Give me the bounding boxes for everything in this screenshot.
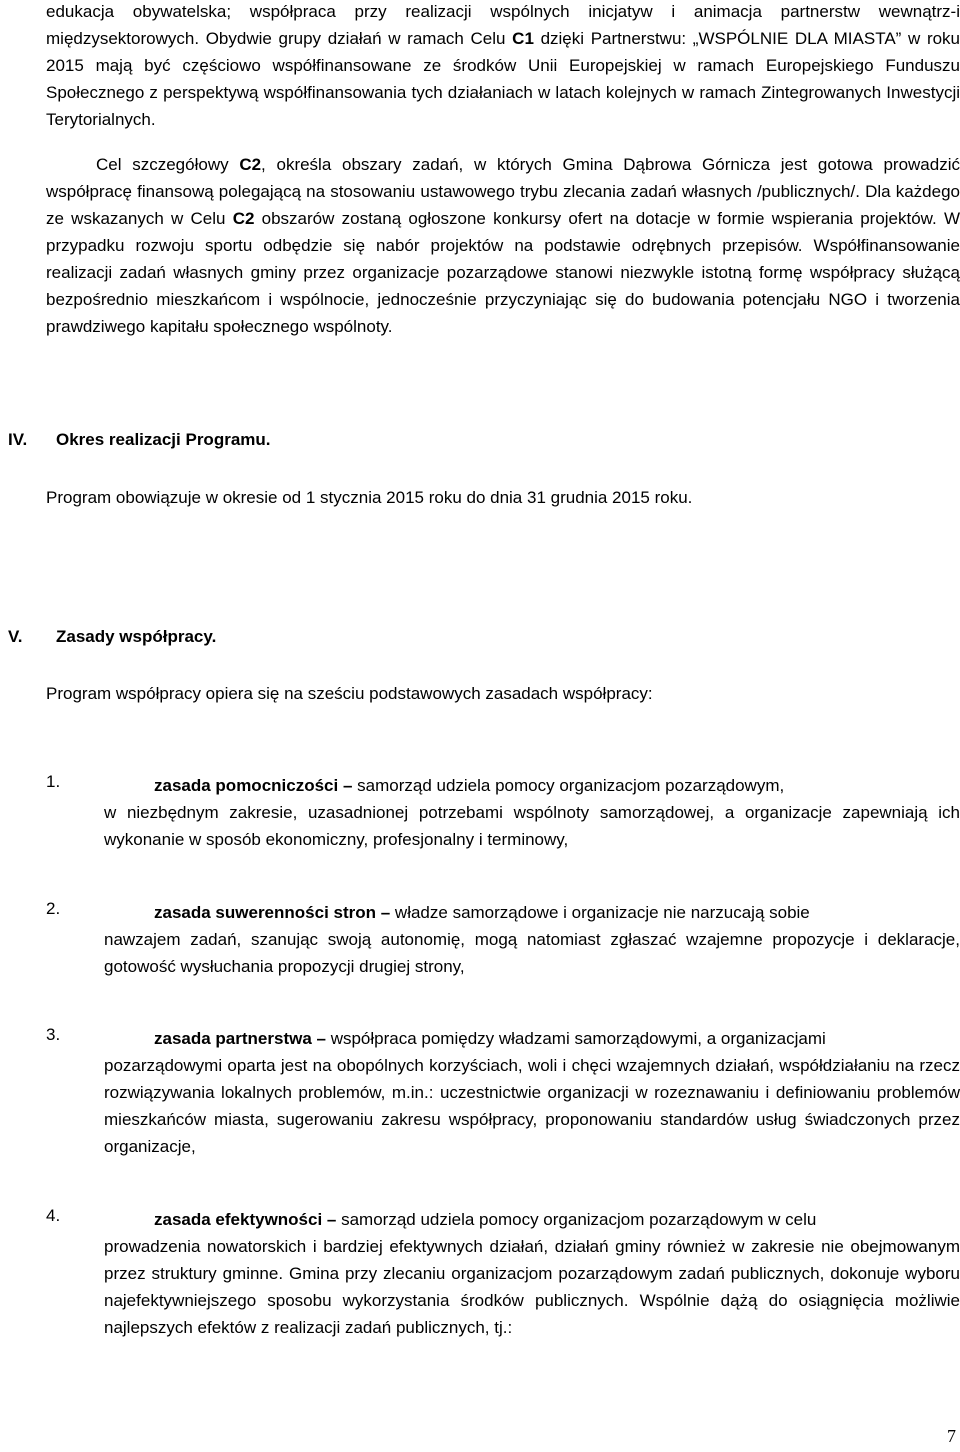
principle-first-text: samorząd udziela pomocy organizacjom pozarządowym w celu [336, 1210, 817, 1229]
principle-body: prowadzenia nowatorskich i bardziej efektywnych działań, działań gminy również w zakresie nie obejmowanym przez struktury gminne. Gmina przy zlecaniu organizacjom pozarządowym zadań publicznych, dokonuje wyboru najefektywniejszego sposobu wykorzystania środków publicznych. Wspólnie dążą do osiągnięcia możliwie najlepszych efektów z realizacji zadań publicznych, tj.: [104, 1237, 960, 1337]
principle-number: 2. [46, 899, 61, 918]
principle-first-line [46, 772, 960, 799]
intro-paragraph [46, 0, 960, 133]
principle-first-line [46, 899, 960, 926]
section-iv-text: Program obowiązuje w okresie od 1 stycznia 2015 roku do dnia 31 grudnia 2015 roku. [46, 488, 693, 507]
principle-name: zasada partnerstwa – [154, 1029, 326, 1048]
page-number: 7 [947, 1426, 956, 1446]
goal-text-2: , określa obszary zadań, w których Gmina Dąbrowa Górnicza jest gotowa prowadzić współpracę finansową polegającą na stosowaniu ustawowego trybu zlecania zadań własnych /publicznych/. Dla każdego ze wskazanych w Celu [46, 155, 960, 228]
intro-text-b: dzięki Partnerstwu: „WSPÓLNIE DLA MIASTA” w roku 2015 mają być częściowo współfinansowane ze środków Unii Europejskiej w ramach Europejskiego Funduszu Społecznego z perspektywą współfinansowania tych działaniach w latach kolejnych w ramach Zintegrowanych Inwestycji Terytorialnych. [46, 29, 960, 129]
goal-c2-a: C2 [239, 155, 262, 174]
principle-first-line [46, 1025, 960, 1052]
goal-text-3: obszarów zostaną ogłoszone konkursy ofert na dotacje w formie wspierania projektów. W przypadku rozwoju sportu odbędzie się nabór projektów na podstawie odrębnych przepisów. Współfinansowanie realizacji zadań własnych gminy przez organizacje pozarządowe stanowi niezwykle istotną formę współpracy służącą bezpośrednio mieszkańcom i wspólnocie, jednocześnie przyczyniając się do budowania potencjału NGO i tworzenia prawdziwego kapitału społecznego wspólnoty. [46, 209, 960, 336]
section-iv-number: IV. [8, 430, 28, 449]
goal-text-1: Cel szczegółowy [96, 155, 240, 174]
principle-number: 1. [46, 772, 61, 791]
principle-number: 4. [46, 1206, 61, 1225]
section-v-title: Zasady współpracy. [56, 627, 217, 646]
principle-item-2 [46, 899, 960, 980]
principle-first-text: współpraca pomiędzy władzami samorządowymi, a organizacjami [325, 1029, 826, 1048]
principle-name: zasada pomocniczości – [154, 776, 353, 795]
principle-body: pozarządowymi oparta jest na obopólnych korzyściach, woli i chęci wzajemnych działań, współdziałaniu na rzecz rozwiązywania lokalnych problemów, m.in.: uczestnictwie organizacji w rozeznawaniu i definiowaniu problemów mieszkańców miasta, sugerowaniu zakresu współpracy, proponowaniu standardów usług świadczonych przez organizacje, [104, 1056, 960, 1156]
section-iv-title: Okres realizacji Programu. [56, 430, 271, 449]
principle-name: zasada efektywności – [154, 1210, 337, 1229]
detailed-goal-paragraph [46, 151, 960, 340]
intro-text-a: edukacja obywatelska; współpraca przy realizacji wspólnych inicjatyw i animacja partnerstw wewnątrz-i międzysektorowych. Obydwie grupy działań w ramach Celu [46, 2, 960, 48]
section-v-text: Program współpracy opiera się na sześciu podstawowych zasadach współpracy: [46, 684, 653, 703]
principle-body: w niezbędnym zakresie, uzasadnionej potrzebami wspólnoty samorządowej, a organizacje zapewniają ich wykonanie w sposób ekonomiczny, profesjonalny i terminowy, [104, 803, 960, 849]
principle-first-text: samorząd udziela pomocy organizacjom pozarządowym, [352, 776, 785, 795]
principle-first-line [46, 1206, 960, 1233]
goal-c1: C1 [512, 29, 534, 48]
goal-c2-b: C2 [232, 209, 255, 228]
section-v-heading [8, 627, 216, 647]
principle-body: nawzajem zadań, szanując swoją autonomię, mogą natomiast zgłaszać wzajemne propozycje i deklaracje, gotowość wysłuchania propozycji drugiej strony, [104, 930, 960, 976]
section-v-number: V. [8, 627, 23, 646]
principle-item-1 [46, 772, 960, 853]
section-iv-heading [8, 430, 271, 450]
principle-number: 3. [46, 1025, 61, 1044]
principle-item-4 [46, 1206, 960, 1341]
principle-name: zasada suwerenności stron – [154, 903, 391, 922]
principle-item-3 [46, 1025, 960, 1160]
principle-first-text: władze samorządowe i organizacje nie narzucają sobie [390, 903, 810, 922]
